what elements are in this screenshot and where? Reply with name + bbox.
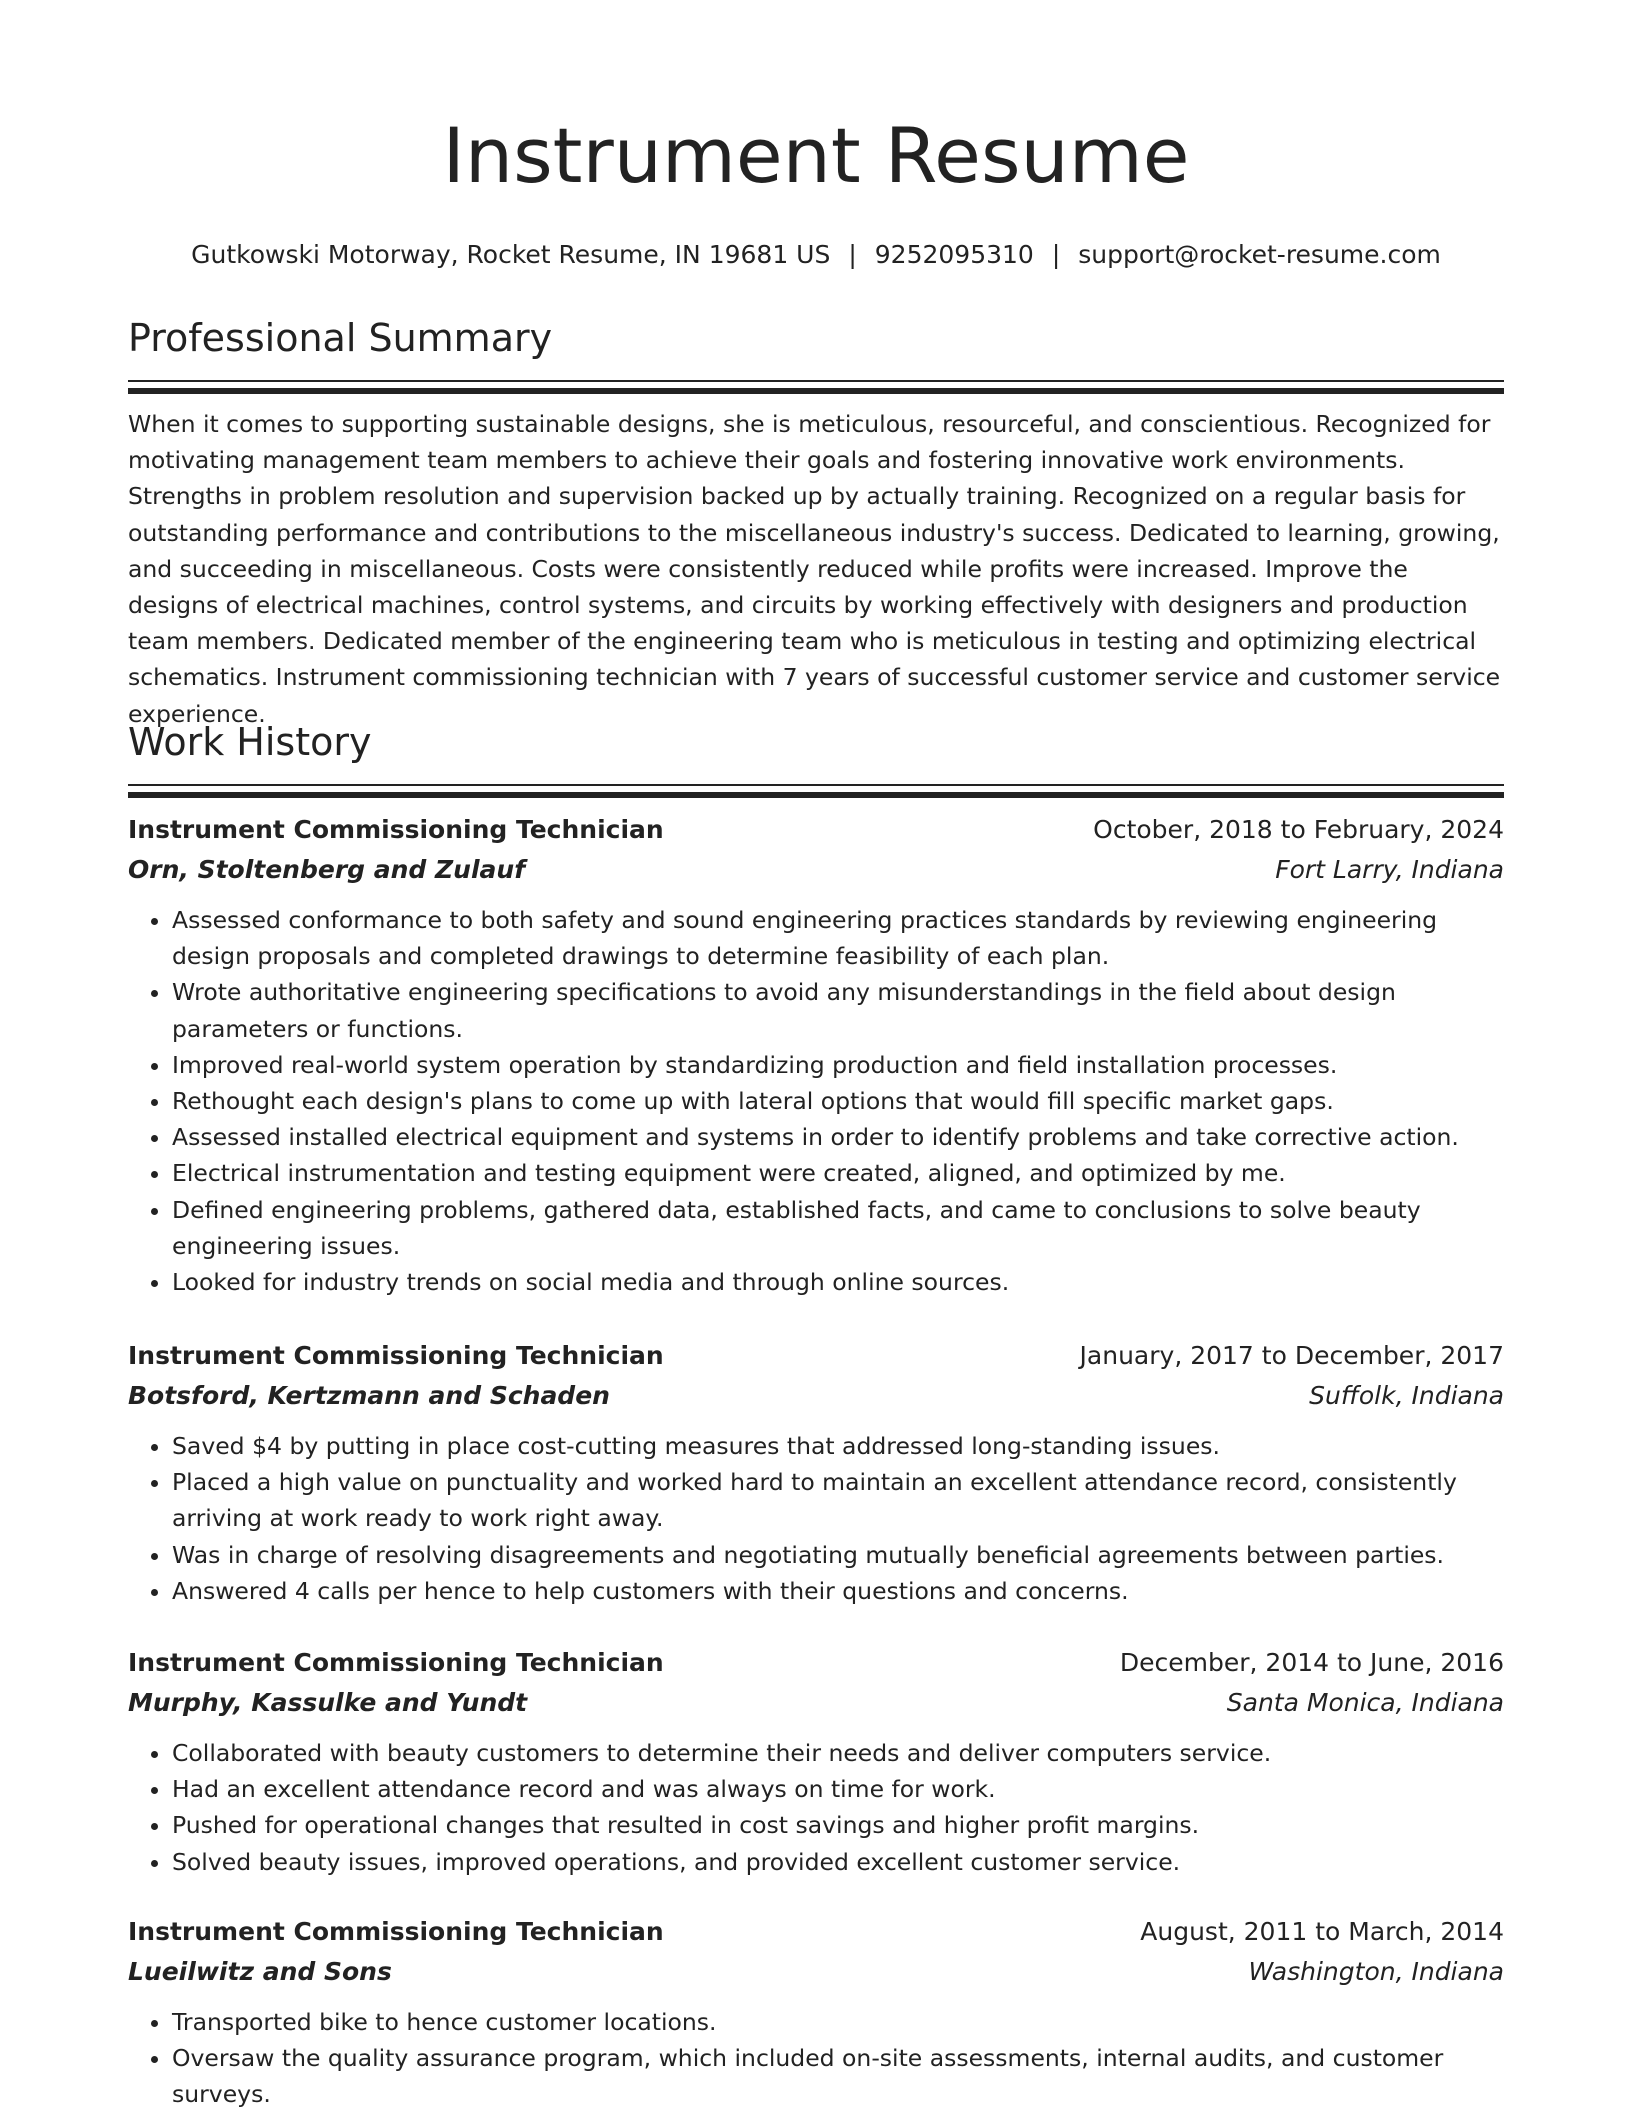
divider	[128, 380, 1504, 382]
email: support@rocket-resume.com	[1078, 240, 1441, 269]
divider	[128, 388, 1504, 394]
job-location: Washington, Indiana	[1248, 1957, 1504, 1986]
job-entry	[128, 1912, 1504, 2113]
job-dates: October, 2018 to February, 2024	[1093, 815, 1504, 844]
job-company-row	[128, 1952, 1504, 1992]
job-bullets	[128, 902, 1504, 1300]
job-company-row	[128, 1683, 1504, 1723]
job-header-row	[128, 1643, 1504, 1683]
list-item: • Looked for industry trends on social media and through online sources.	[172, 1264, 1504, 1300]
job-header-row	[128, 1912, 1504, 1952]
job-location: Fort Larry, Indiana	[1275, 855, 1504, 884]
work-heading: Work History	[128, 720, 372, 764]
list-item: • Had an excellent attendance record and was always on time for work.	[172, 1771, 1504, 1807]
list-item: • Rethought each design's plans to come up with lateral options that would fill specific market gaps.	[172, 1083, 1504, 1119]
job-location: Suffolk, Indiana	[1309, 1381, 1504, 1410]
job-bullets	[128, 1735, 1504, 1880]
separator: |	[1051, 240, 1061, 269]
job-title: Instrument Commissioning Technician	[128, 1341, 664, 1370]
job-entry	[128, 1336, 1504, 1609]
job-dates: August, 2011 to March, 2014	[1140, 1917, 1504, 1946]
job-bullets	[128, 2004, 1504, 2113]
job-entry	[128, 810, 1504, 1300]
summary-heading: Professional Summary	[128, 316, 553, 360]
job-header-row	[128, 1336, 1504, 1376]
list-item: • Answered 4 calls per hence to help customers with their questions and concerns.	[172, 1573, 1504, 1609]
job-company: Lueilwitz and Sons	[128, 1957, 392, 1986]
job-header-row	[128, 810, 1504, 850]
list-item: • Wrote authoritative engineering specifications to avoid any misunderstandings in the field about design parameters or functions.	[172, 974, 1504, 1046]
job-title: Instrument Commissioning Technician	[128, 1917, 664, 1946]
contact-line	[128, 240, 1504, 270]
divider	[128, 784, 1504, 786]
summary-text: When it comes to supporting sustainable designs, she is meticulous, resourceful, and conscientious. Recognized for motivating management team members to achieve their goals and fostering innovative work environments. Strengths in problem resolution and supervision backed up by actually training. Recognized on a regular basis for outstanding performance and contributions to the miscellaneous industry's success. Dedicated to learning, growing, and succeeding in miscellaneous. Costs were consistently reduced while profits were increased. Improve the designs of electrical machines, control systems, and circuits by working effectively with designers and production team members. Dedicated member of the engineering team who is meticulous in testing and optimizing electrical schematics. Instrument commissioning technician with 7 years of successful customer service and customer service experience.	[128, 410, 1501, 728]
job-dates: December, 2014 to June, 2016	[1119, 1648, 1504, 1677]
list-item: • Assessed conformance to both safety and sound engineering practices standards by reviewing engineering design proposals and completed drawings to determine feasibility of each plan.	[172, 902, 1504, 974]
job-dates: January, 2017 to December, 2017	[1079, 1341, 1504, 1370]
job-entry	[128, 1643, 1504, 1880]
list-item: • Solved beauty issues, improved operations, and provided excellent customer service.	[172, 1844, 1504, 1880]
list-item: • Was in charge of resolving disagreements and negotiating mutually beneficial agreements between parties.	[172, 1537, 1504, 1573]
list-item: • Saved $4 by putting in place cost-cutting measures that addressed long-standing issues.	[172, 1428, 1504, 1464]
list-item: • Placed a high value on punctuality and worked hard to maintain an excellent attendance record, consistently arriving at work ready to work right away.	[172, 1464, 1504, 1536]
job-title: Instrument Commissioning Technician	[128, 1648, 664, 1677]
job-company: Botsford, Kertzmann and Schaden	[128, 1381, 610, 1410]
phone: 9252095310	[874, 240, 1034, 269]
list-item: • Collaborated with beauty customers to determine their needs and deliver computers service.	[172, 1735, 1504, 1771]
job-company: Orn, Stoltenberg and Zulauf	[128, 855, 526, 884]
divider	[128, 792, 1504, 798]
list-item: • Pushed for operational changes that resulted in cost savings and higher profit margins.	[172, 1807, 1504, 1843]
job-company: Murphy, Kassulke and Yundt	[128, 1688, 528, 1717]
job-location: Santa Monica, Indiana	[1226, 1688, 1504, 1717]
address: Gutkowski Motorway, Rocket Resume, IN 19681 US	[191, 240, 831, 269]
separator: |	[848, 240, 857, 269]
list-item: • Oversaw the quality assurance program, which included on-site assessments, internal audits, and customer surveys.	[172, 2040, 1504, 2112]
job-company-row	[128, 850, 1504, 890]
work-section-header	[128, 722, 1504, 798]
job-bullets	[128, 1428, 1504, 1609]
job-title: Instrument Commissioning Technician	[128, 815, 664, 844]
summary-section-header	[128, 318, 1504, 394]
list-item: • Assessed installed electrical equipment and systems in order to identify problems and take corrective action.	[172, 1119, 1504, 1155]
list-item: • Improved real-world system operation by standardizing production and field installation processes.	[172, 1047, 1504, 1083]
job-company-row	[128, 1376, 1504, 1416]
list-item: • Defined engineering problems, gathered data, established facts, and came to conclusions to solve beauty engineering issues.	[172, 1192, 1504, 1264]
list-item: • Electrical instrumentation and testing equipment were created, aligned, and optimized by me.	[172, 1155, 1504, 1191]
list-item: • Transported bike to hence customer locations.	[172, 2004, 1504, 2040]
resume-title: Instrument Resume	[442, 111, 1190, 200]
